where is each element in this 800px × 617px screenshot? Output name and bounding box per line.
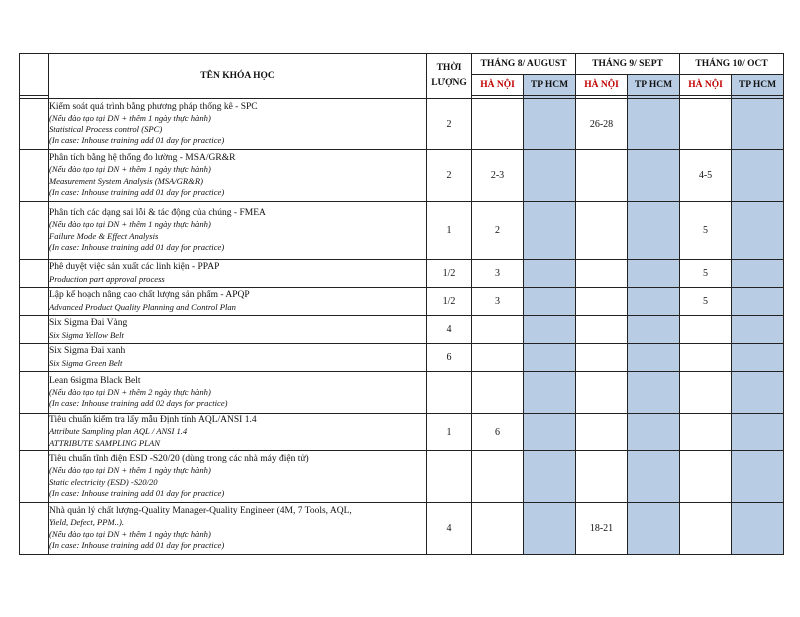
course-name-cell xyxy=(49,316,427,344)
course-name-cell xyxy=(49,99,427,150)
course-subtitle-line: Attribute Sampling plan AQL / ANSI 1.4 xyxy=(49,426,188,437)
aug-hanoi-date-cell: 2-3 xyxy=(472,150,524,202)
course-subtitle-line: ATTRIBUTE SAMPLING PLAN xyxy=(49,437,160,448)
table-row xyxy=(20,288,784,316)
course-subtitle-line: (In case: Inhouse training add 02 days for practice) xyxy=(49,398,228,409)
duration-column-header: THỜI LƯỢNG xyxy=(427,54,472,99)
sep-hcm-date-cell xyxy=(628,372,680,414)
row-gutter xyxy=(20,344,49,372)
course-name-cell xyxy=(49,503,427,555)
oct-hanoi-date-cell xyxy=(680,451,732,503)
duration-cell: 2 xyxy=(427,150,472,202)
month-october-header: THÁNG 10/ OCT xyxy=(680,54,784,75)
oct-hanoi-date-cell: 5 xyxy=(680,260,732,288)
oct-hcm-date-cell xyxy=(732,372,784,414)
course-title: Tiêu chuẩn kiểm tra lấy mẫu Định tính AQL/ANSI 1.4 xyxy=(49,415,257,426)
course-name-cell xyxy=(49,344,427,372)
sep-hanoi-date-cell xyxy=(576,260,628,288)
sep-hanoi-date-cell xyxy=(576,451,628,503)
oct-hanoi-date-cell xyxy=(680,414,732,451)
course-subtitle-line: (Nếu đào tạo tại DN + thêm 1 ngày thực hành) xyxy=(49,528,211,539)
gutter-header xyxy=(20,54,49,96)
table-row xyxy=(20,202,784,260)
table-row xyxy=(20,503,784,555)
aug-hanoi-date-cell xyxy=(472,99,524,150)
sep-hcm-date-cell xyxy=(628,451,680,503)
oct-hanoi-date-cell: 5 xyxy=(680,202,732,260)
duration-cell xyxy=(427,451,472,503)
course-subtitle-line: (In case: Inhouse training add 01 day for practice) xyxy=(49,241,225,252)
table-row xyxy=(20,316,784,344)
course-column-header: TÊN KHÓA HỌC xyxy=(49,54,427,99)
table-row xyxy=(20,260,784,288)
row-gutter xyxy=(20,288,49,316)
sep-hcm-date-cell xyxy=(628,202,680,260)
sep-hcm-date-cell xyxy=(628,99,680,150)
table-row xyxy=(20,99,784,150)
aug-hanoi-date-cell: 2 xyxy=(472,202,524,260)
course-title: Lean 6sigma Black Belt xyxy=(49,375,141,386)
duration-cell: 2 xyxy=(427,99,472,150)
course-subtitle-line: Yield, Defect, PPM..). xyxy=(49,517,125,528)
row-gutter xyxy=(20,451,49,503)
aug-hcm-date-cell xyxy=(524,202,576,260)
month-august-header: THÁNG 8/ AUGUST xyxy=(472,54,576,75)
course-name-cell xyxy=(49,202,427,260)
aug-hanoi-date-cell xyxy=(472,451,524,503)
oct-hanoi-date-cell xyxy=(680,316,732,344)
course-name-cell xyxy=(49,372,427,414)
aug-hcm-date-cell xyxy=(524,316,576,344)
aug-hcm-date-cell xyxy=(524,99,576,150)
oct-hanoi-date-cell xyxy=(680,503,732,555)
aug-hcm-date-cell xyxy=(524,288,576,316)
row-gutter xyxy=(20,202,49,260)
table-row xyxy=(20,344,784,372)
sep-hcm-date-cell xyxy=(628,344,680,372)
course-subtitle-line: Statistical Process control (SPC) xyxy=(49,124,163,134)
course-name-cell xyxy=(49,260,427,288)
aug-hcm-date-cell xyxy=(524,414,576,451)
sep-hanoi-date-cell: 26-28 xyxy=(576,99,628,150)
course-subtitle-line: Six Sigma Yellow Belt xyxy=(49,329,124,340)
row-gutter xyxy=(20,414,49,451)
oct-hcm-date-cell xyxy=(732,288,784,316)
sep-hcm-date-cell xyxy=(628,503,680,555)
sep-hanoi-date-cell xyxy=(576,202,628,260)
course-subtitle-line: (Nếu đào tạo tại DN + thêm 1 ngày thực hành) xyxy=(49,465,211,476)
course-subtitle-line: (In case: Inhouse training add 01 day for practice) xyxy=(49,186,225,197)
oct-hcm-date-cell xyxy=(732,414,784,451)
duration-cell: 4 xyxy=(427,316,472,344)
month-september-header: THÁNG 9/ SEPT xyxy=(576,54,680,75)
row-gutter xyxy=(20,260,49,288)
sep-hanoi-date-cell xyxy=(576,288,628,316)
sep-hanoi-date-cell xyxy=(576,414,628,451)
course-title: Nhà quản lý chất lượng-Quality Manager-Quality Engineer (4M, 7 Tools, AQL, xyxy=(49,506,352,517)
sep-hanoi-date-cell: 18-21 xyxy=(576,503,628,555)
course-subtitle-line: Six Sigma Green Belt xyxy=(49,357,123,368)
oct-hcm-date-cell xyxy=(732,99,784,150)
course-title: Kiểm soát quá trình bằng phương pháp thống kê - SPC xyxy=(49,101,258,112)
row-gutter xyxy=(20,150,49,202)
course-name-cell xyxy=(49,288,427,316)
duration-cell xyxy=(427,372,472,414)
course-name-cell xyxy=(49,414,427,451)
aug-hcm-date-cell xyxy=(524,150,576,202)
course-subtitle-line: (In case: Inhouse training add 01 day for practice) xyxy=(49,487,225,498)
aug-hcm-date-cell xyxy=(524,344,576,372)
course-subtitle-line: Measurement System Analysis (MSA/GR&R) xyxy=(49,175,203,186)
course-subtitle-line: (In case: Inhouse training add 01 day for practice) xyxy=(49,539,225,550)
sep-hanoi-date-cell xyxy=(576,372,628,414)
course-list xyxy=(20,99,784,555)
course-subtitle-line: (Nếu đào tạo tại DN + thêm 1 ngày thực hành) xyxy=(49,219,211,230)
course-title: Phân tích các dạng sai lỗi & tác động của chúng - FMEA xyxy=(49,208,266,219)
aug-hanoi-date-cell: 6 xyxy=(472,414,524,451)
course-title: Six Sigma Đai Vàng xyxy=(49,318,128,329)
oct-hcm-date-cell xyxy=(732,202,784,260)
sep-hcm-date-cell xyxy=(628,414,680,451)
course-subtitle-line: Static electricity (ESD) -S20/20 xyxy=(49,476,158,487)
aug-hcm-date-cell xyxy=(524,260,576,288)
course-subtitle-line: (Nếu đào tạo tại DN + thêm 1 ngày thực hành) xyxy=(49,112,211,123)
sep-hcm-date-cell xyxy=(628,150,680,202)
course-title: Six Sigma Đai xanh xyxy=(49,346,126,357)
duration-cell: 1 xyxy=(427,414,472,451)
row-gutter xyxy=(20,99,49,150)
aug-hanoi-date-cell xyxy=(472,344,524,372)
oct-hcm-date-cell xyxy=(732,316,784,344)
sep-hanoi-header: HÀ NỘI xyxy=(576,75,628,96)
sep-hcm-date-cell xyxy=(628,260,680,288)
oct-hcm-date-cell xyxy=(732,451,784,503)
course-title: Phê duyệt việc sản xuất các linh kiện - PPAP xyxy=(49,262,220,273)
oct-hcm-date-cell xyxy=(732,344,784,372)
row-gutter xyxy=(20,316,49,344)
course-subtitle-line: Production part approval process xyxy=(49,273,165,284)
sep-hcm-date-cell xyxy=(628,316,680,344)
aug-hanoi-date-cell: 3 xyxy=(472,288,524,316)
oct-hcm-header: TP HCM xyxy=(732,75,784,96)
table-row xyxy=(20,414,784,451)
table-row xyxy=(20,372,784,414)
course-title: Tiêu chuẩn tĩnh điện ESD -S20/20 (dùng trong các nhà máy điện tử) xyxy=(49,454,309,465)
aug-hanoi-header: HÀ NỘI xyxy=(472,75,524,96)
aug-hcm-date-cell xyxy=(524,451,576,503)
sep-hcm-date-cell xyxy=(628,288,680,316)
oct-hanoi-date-cell xyxy=(680,99,732,150)
oct-hanoi-header: HÀ NỘI xyxy=(680,75,732,96)
table-row xyxy=(20,150,784,202)
duration-cell: 1/2 xyxy=(427,288,472,316)
course-name-cell xyxy=(49,451,427,503)
course-subtitle-line: (In case: Inhouse training add 01 day for practice) xyxy=(49,135,225,146)
row-gutter xyxy=(20,503,49,555)
course-subtitle-line: (Nếu đào tạo tại DN + thêm 2 ngày thực hành) xyxy=(49,386,211,397)
course-subtitle-line: (Nếu đào tạo tại DN + thêm 1 ngày thực hành) xyxy=(49,164,211,175)
oct-hcm-date-cell xyxy=(732,150,784,202)
course-subtitle-line: Advanced Product Quality Planning and Control Plan xyxy=(49,301,236,312)
oct-hcm-date-cell xyxy=(732,503,784,555)
aug-hanoi-date-cell: 3 xyxy=(472,260,524,288)
training-schedule-table xyxy=(19,53,784,555)
sep-hcm-header: TP HCM xyxy=(628,75,680,96)
duration-cell: 1/2 xyxy=(427,260,472,288)
aug-hanoi-date-cell xyxy=(472,503,524,555)
duration-cell: 6 xyxy=(427,344,472,372)
oct-hanoi-date-cell: 5 xyxy=(680,288,732,316)
sep-hanoi-date-cell xyxy=(576,344,628,372)
aug-hcm-header: TP HCM xyxy=(524,75,576,96)
table-row xyxy=(20,451,784,503)
sep-hanoi-date-cell xyxy=(576,150,628,202)
sep-hanoi-date-cell xyxy=(576,316,628,344)
row-gutter xyxy=(20,372,49,414)
oct-hanoi-date-cell: 4-5 xyxy=(680,150,732,202)
course-title: Lập kế hoạch nâng cao chất lượng sản phẩm - APQP xyxy=(49,290,250,301)
duration-cell: 4 xyxy=(427,503,472,555)
aug-hanoi-date-cell xyxy=(472,372,524,414)
aug-hcm-date-cell xyxy=(524,372,576,414)
duration-cell: 1 xyxy=(427,202,472,260)
course-title: Phân tích bằng hệ thống đo lường - MSA/GR&R xyxy=(49,153,236,164)
aug-hcm-date-cell xyxy=(524,503,576,555)
oct-hcm-date-cell xyxy=(732,260,784,288)
aug-hanoi-date-cell xyxy=(472,316,524,344)
course-subtitle-line: Failure Mode & Effect Analysis xyxy=(49,230,159,241)
oct-hanoi-date-cell xyxy=(680,344,732,372)
oct-hanoi-date-cell xyxy=(680,372,732,414)
course-name-cell xyxy=(49,150,427,202)
